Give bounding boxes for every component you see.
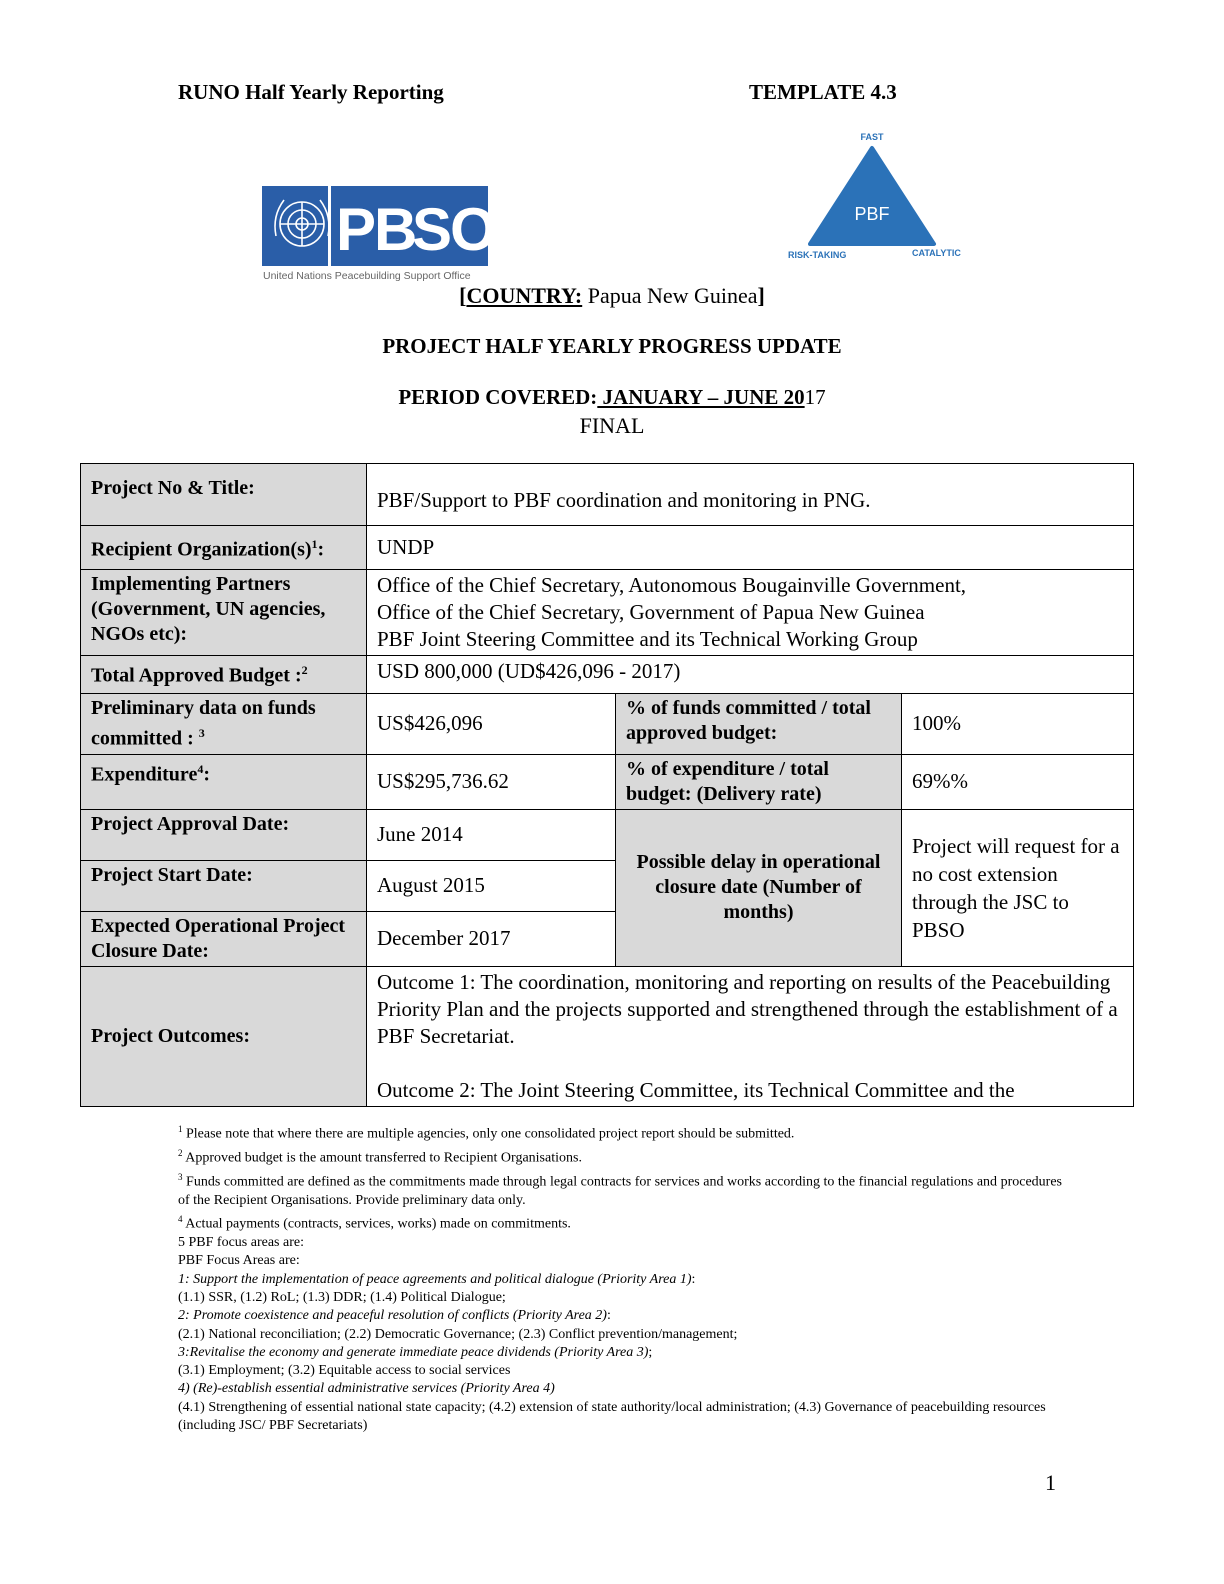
closure-value: December 2017	[367, 911, 616, 966]
pbso-letter-b: B	[374, 196, 418, 263]
outcomes-label: Project Outcomes:	[81, 966, 367, 1106]
row-approval-date	[81, 809, 1134, 860]
closure-label: Expected Operational Project Closure Date:	[81, 911, 367, 966]
footnote-2: $^2$ Approved budget is the amount transferred to Recipient Organisations.	[178, 1147, 582, 1166]
committed-value: US$426,096	[367, 694, 616, 755]
recipient-label: Recipient $Organization(s)^1$:	[81, 526, 367, 570]
pbso-logo	[262, 186, 497, 282]
outcomes-value	[367, 966, 1134, 1106]
row-outcomes	[81, 966, 1134, 1106]
budget-value: USD 800,000 (UD$426,096 - 2017)	[367, 656, 1134, 694]
approval-label: Project Approval Date:	[81, 809, 367, 860]
expenditure-pct-value: 69%%	[902, 754, 1134, 809]
footnote-1: $^1$ Please note that where there are multiple agencies, only one consolidated project report should be submitted.	[178, 1124, 795, 1142]
period-value: JANUARY – JUNE 20	[597, 385, 805, 409]
budget-label: Total Approved Budget :$^2$	[81, 656, 367, 694]
footnote-5: 5 PBF focus areas are:	[178, 1235, 304, 1251]
outcome-1: Outcome 1: The coordination, monitoring and reporting on results of the Peacebuilding Priority Plan and the projects supported and strengthened through the establishment of a PBF Secretariat.	[377, 969, 1118, 1048]
pbso-letter-s: S	[412, 196, 453, 263]
delay-label: Possible delay in operational closure date (Number of months)	[616, 809, 902, 966]
priority-area-2-items: (2.1) National reconciliation; (2.2) Democratic Governance; (2.3) Conflict prevention/management;	[178, 1326, 738, 1342]
row-committed	[81, 694, 1134, 755]
recipient-value: UNDP	[367, 526, 1134, 570]
page-number: 1	[1045, 1470, 1056, 1495]
header-right: TEMPLATE 4.3	[749, 80, 897, 104]
pbf-logo	[782, 130, 964, 262]
pbf-catalytic-label: CATALYTIC	[912, 248, 961, 258]
outcome-2: Outcome 2: The Joint Steering Committee, its Technical Committee and the	[377, 1077, 1015, 1102]
partners-label: Implementing Partners (Government, UN agencies, NGOs etc):	[81, 570, 367, 656]
priority-area-1-items: (1.1) SSR, (1.2) RoL; (1.3) DDR; (1.4) Political Dialogue;	[178, 1290, 506, 1305]
country-label: COUNTRY:	[466, 283, 583, 308]
header-left: RUNO Half Yearly Reporting	[178, 80, 444, 104]
priority-area-3-items: (3.1) Employment; (3.2) Equitable access to social services	[178, 1363, 511, 1379]
start-label: Project Start Date:	[81, 860, 367, 911]
expenditure-label: Expenditure$^4$:	[81, 754, 367, 809]
pbf-fast-label: FAST	[860, 132, 884, 142]
partner-1: Office of the Chief Secretary, Autonomous Bougainville Government,	[377, 573, 967, 597]
pbf-risk-label: RISK-TAKING	[788, 250, 847, 260]
project-no-label: Project No & Title:	[81, 464, 367, 526]
row-project-title	[81, 464, 1134, 526]
committed-pct-label: % of funds committed / total approved budget:	[616, 694, 902, 755]
partners-value	[367, 570, 1134, 656]
footnotes	[178, 1120, 1062, 1435]
priority-area-2: 2: Promote coexistence and peaceful resolution of conflicts (Priority Area 2):	[178, 1308, 611, 1324]
pbf-logo-graphic	[782, 130, 964, 262]
country-line: [COUNTRY: Papua New Guinea]	[459, 283, 765, 308]
pbso-logo-graphic	[262, 186, 497, 282]
pbf-center-label: PBF	[854, 204, 890, 224]
pbso-caption: United Nations Peacebuilding Support Office	[263, 270, 471, 282]
committed-label: Preliminary data on funds committed : $^3$	[81, 694, 367, 755]
focus-heading: PBF Focus Areas are:	[178, 1253, 300, 1269]
expenditure-pct-label: % of expenditure / total budget: (Delivery rate)	[616, 754, 902, 809]
doc-title: PROJECT HALF YEARLY PROGRESS UPDATE	[382, 334, 842, 358]
row-partners	[81, 570, 1134, 656]
period-value-tail: 17	[804, 385, 826, 409]
pbso-letter-o: O	[450, 196, 497, 263]
approval-value: June 2014	[367, 809, 616, 860]
row-expenditure	[81, 754, 1134, 809]
project-no-value: PBF/Support to PBF coordination and monitoring in PNG.	[367, 464, 1134, 526]
pbso-letter-p: P	[336, 196, 377, 263]
row-budget	[81, 656, 1134, 694]
row-recipient	[81, 526, 1134, 570]
priority-area-1: 1: Support the implementation of peace agreements and political dialogue (Priority Area 1):	[178, 1271, 696, 1287]
project-info-table	[80, 463, 1134, 1107]
footnote-4: $^4$ Actual payments (contracts, services, works) made on commitments.	[178, 1214, 571, 1232]
footnote-separator	[178, 1106, 464, 1107]
start-value: August 2015	[367, 860, 616, 911]
period-line	[0, 385, 1224, 410]
period-label: PERIOD COVERED:	[398, 385, 598, 409]
footnote-3: $^3$ Funds committed are defined as the commitments made through legal contracts for services and works according to the financial regulations and procedures of the Recipient Organisations. Provide preliminary data only.	[178, 1171, 1063, 1208]
partner-2: Office of the Chief Secretary, Government of Papua New Guinea	[377, 600, 925, 624]
priority-area-3: 3:Revitalise the economy and generate immediate peace dividends (Priority Area 3);	[178, 1344, 653, 1360]
committed-pct-value: 100%	[902, 694, 1134, 755]
country-value: Papua New Guinea	[582, 283, 758, 308]
status-final: FINAL	[579, 413, 645, 438]
expenditure-value: US$295,736.62	[367, 754, 616, 809]
delay-value: Project will request for a no cost extension through the JSC to PBSO	[902, 809, 1134, 966]
priority-area-4-items: (4.1) Strengthening of essential national state capacity; (4.2) extension of state authority/local administration; (4.3) Governance of peacebuilding resources (including JSC/ PBF Secretariats)	[178, 1399, 1046, 1434]
partner-3: PBF Joint Steering Committee and its Technical Working Group	[377, 627, 918, 651]
priority-area-4: 4) (Re)-establish essential administrative services (Priority Area 4)	[178, 1381, 555, 1397]
